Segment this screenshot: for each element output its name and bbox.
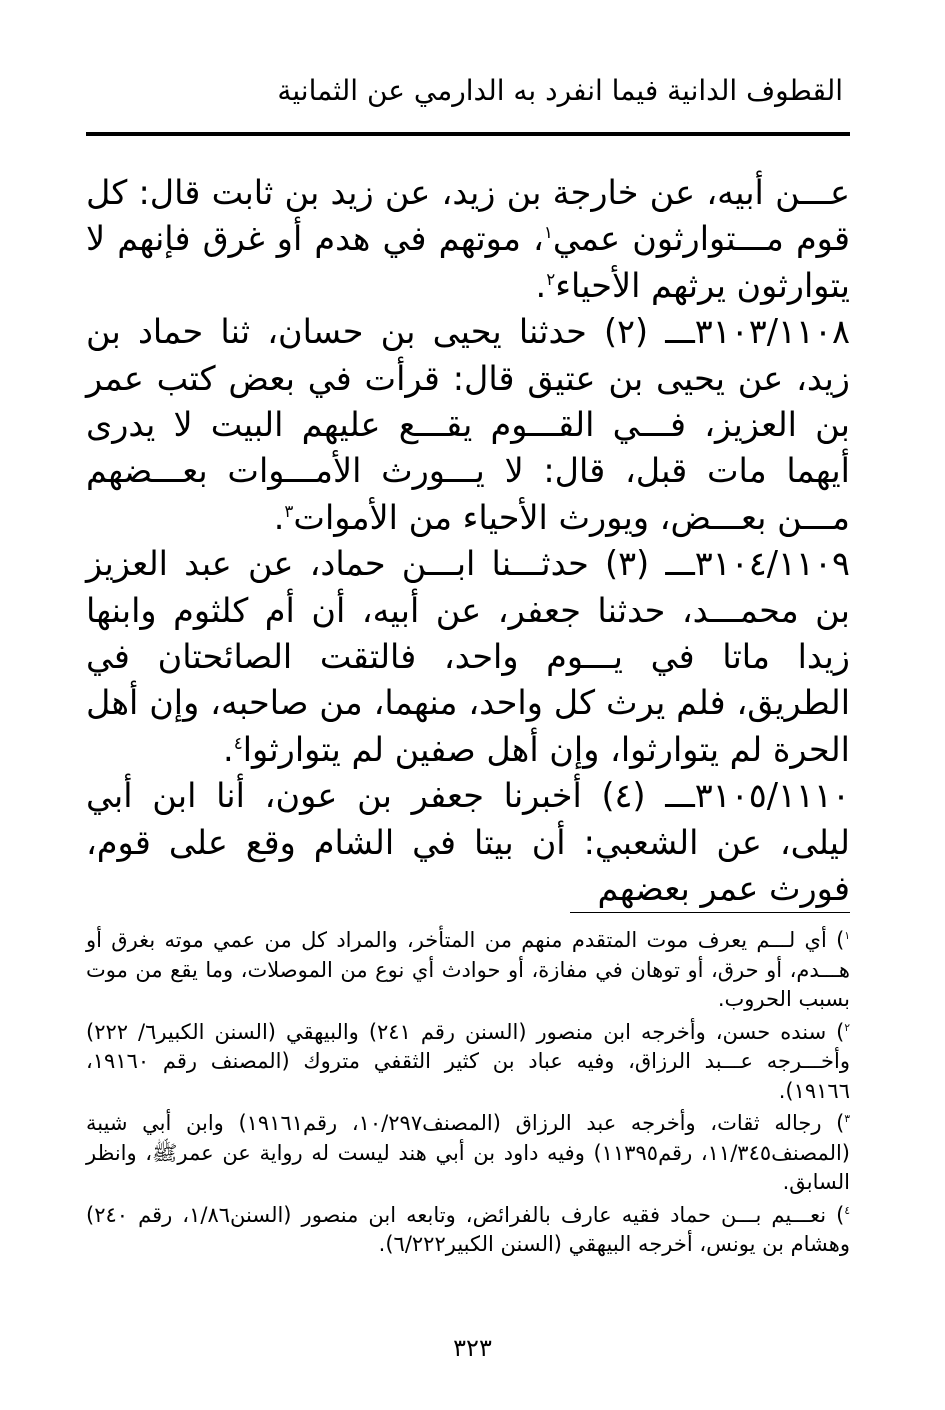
footnote-text: ) أي لـــم يعرف موت المتقدم منهم من المتأخر، والمراد كل من عمي موته بغرق أو هـــدم، أو حرق، أو توهان في مفازة، أو حوادث أي نوع من الموصلات، وما يقع من موت بسبب الحروب. <box>86 928 850 1011</box>
footnote-marker: ١ <box>543 222 553 243</box>
footnote-text: ) نعـــيم بـــن حماد فقيه عارف بالفرائض، وتابعه ابن منصور (السنن١/٨٦، رقم ٢٤٠) وهشام بن يونس، أخرجه البيهقي (السنن الكبير٦/٢٢٢). <box>86 1202 850 1256</box>
footnotes <box>86 926 850 1263</box>
footnote-number: ٤ <box>844 1204 850 1217</box>
paragraph-text: عـــن أبيه، عن خارجة بن زيد، عن زيد بن ثابت قال: كل قوم مـــتوارثون عمي <box>86 173 851 259</box>
main-text <box>86 170 850 913</box>
paragraph-continuation <box>86 170 850 309</box>
paragraph-text: ٣١٠٤/١١٠٩ـــ (٣) حدثـــنا ابـــن حماد، عن عبد العزيز بن محمـــد، حدثنا جعفر، عن أبيه، أن أم كلثوم وابنها زيدا ماتا في يـــوم واحد، فالتقت الصائحتان في الطريق، فلم يرث كل واحد، منهما، من صاحبه، وإن أهل الحرة لم يتوارثوا، وإن أهل صفين لم يتوارثوا <box>86 544 850 769</box>
running-header: القطوف الدانية فيما انفرد به الدارمي عن الثمانية <box>277 74 843 107</box>
footnote <box>86 1201 850 1260</box>
footnote-rule <box>570 912 850 913</box>
hadith-1110: ٣١٠٥/١١١٠ـــ (٤) أخبرنا جعفر بن عون، أنا ابن أبي ليلى، عن الشعبي: أن بيتا في الشام وقع على قوم، فورث عمر بعضهم <box>86 776 850 909</box>
footnote-number: ١ <box>844 930 850 942</box>
paragraph-text: . <box>223 729 234 769</box>
paragraph-text: ٣١٠٣/١١٠٨ـــ (٢) حدثنا يحيى بن حسان، ثنا حماد بن زيد، عن يحيى بن عتيق قال: قرأت في بعض كتب عمر بن العزيز، فـــي القـــوم يقـــع عليهم البيت لا يدرى أيهما مات قبل، قال: لا يـــورث الأمـــوات بعـــضهم مـــن بعـــض، ويورث الأحياء من الأموات <box>86 312 850 537</box>
footnote-marker: ٤ <box>233 732 243 753</box>
header-rule <box>86 132 850 136</box>
footnote-marker: ٢ <box>546 268 556 289</box>
footnote-text: ) سنده حسن، وأخرجه ابن منصور (السنن رقم ٢٤١) والبيهقي (السنن الكبير٦/ ٢٢٢) وأخـــرجه عـــبد الرزاق، وفيه عباد بن كثير الثقفي متروك (المصنف رقم ١٩١٦٠، ١٩١٦٦). <box>86 1019 850 1103</box>
page-number: ٣٢٣ <box>453 1334 492 1362</box>
footnote-text: ) رجاله ثقات، وأخرجه عبد الرزاق (المصنف١٠/٢٩٧، رقم١٩١٦١) وابن أبي شيبة (المصنف١١/٣٤٥، رقم١١٣٩٥) وفيه داود بن أبي هند ليست له رواية عن عمرﷺ، وانظر السابق. <box>86 1111 850 1194</box>
paragraph-text: ، موتهم في هدم أو غرق فإنهم لا يتوارثون يرثهم الأحياء <box>86 219 850 305</box>
hadith-1108 <box>86 309 850 541</box>
footnote-number: ٢ <box>844 1021 850 1034</box>
hadith-1109 <box>86 541 850 773</box>
footnote <box>86 1018 850 1107</box>
paragraph-text: . <box>535 265 547 305</box>
footnote-number: ٣ <box>844 1113 850 1125</box>
footnote <box>86 1109 850 1198</box>
footnote <box>86 926 850 1015</box>
footnote-marker: ٣ <box>284 500 294 521</box>
paragraph-text: . <box>273 497 285 537</box>
